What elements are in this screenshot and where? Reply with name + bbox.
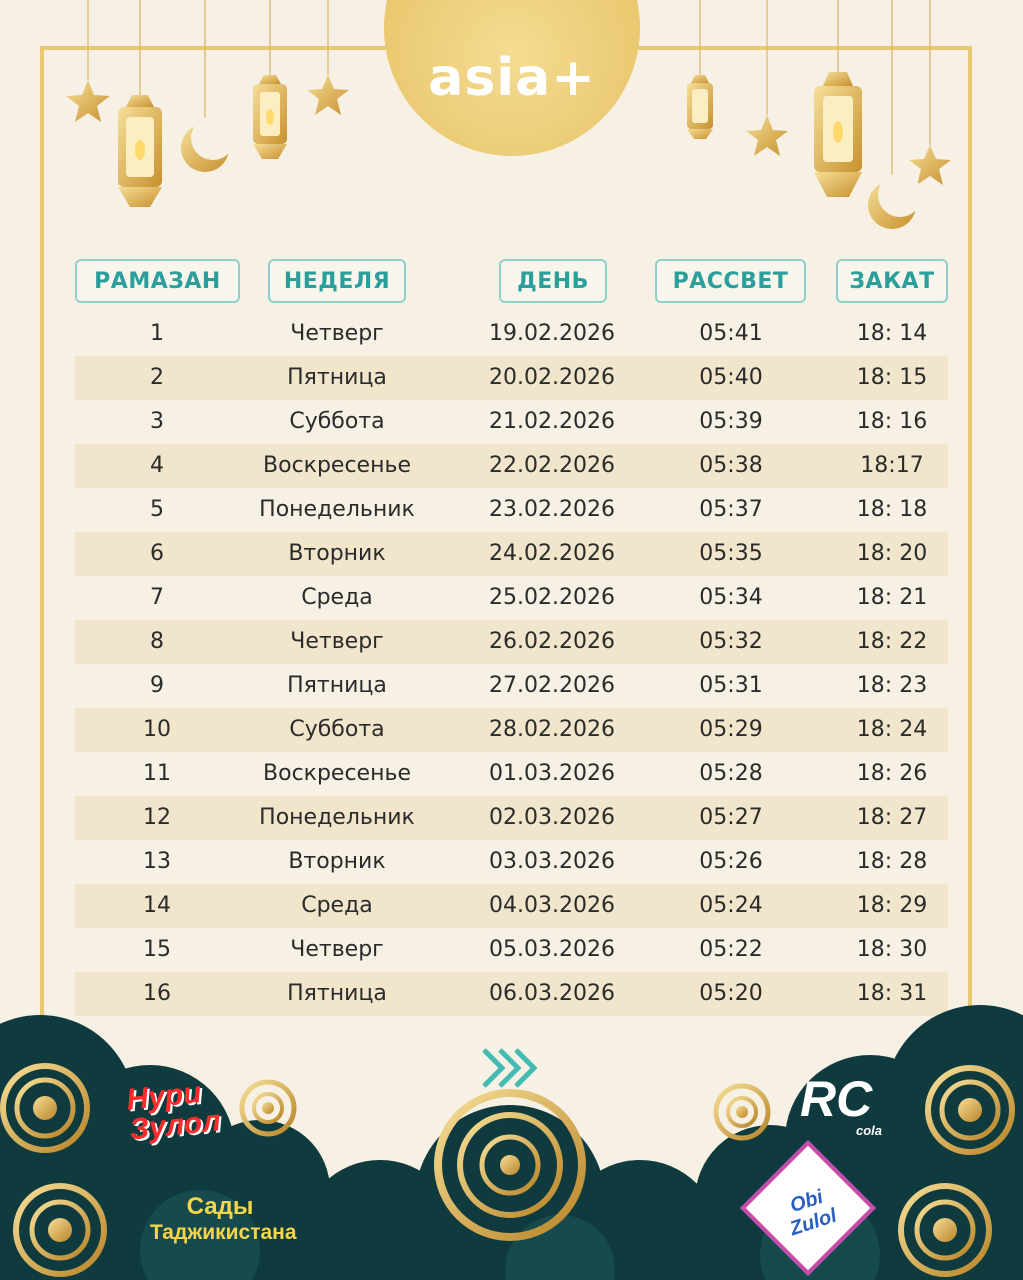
cell-ramazan-day: 9 bbox=[150, 673, 164, 698]
cell-sunrise: 05:29 bbox=[699, 717, 763, 742]
cell-ramazan-day: 10 bbox=[143, 717, 171, 742]
cell-date: 01.03.2026 bbox=[489, 761, 615, 786]
cell-weekday: Понедельник bbox=[259, 805, 415, 830]
table-row bbox=[75, 444, 948, 488]
cell-sunset: 18: 16 bbox=[856, 409, 928, 434]
col-header-week: НЕДЕЛЯ bbox=[268, 259, 406, 303]
cell-sunrise: 05:31 bbox=[699, 673, 763, 698]
col-header-sunset: ЗАКАТ bbox=[836, 259, 948, 303]
cell-sunrise: 05:40 bbox=[699, 365, 763, 390]
cell-date: 23.02.2026 bbox=[489, 497, 615, 522]
cell-weekday: Четверг bbox=[290, 937, 384, 962]
cell-weekday: Четверг bbox=[290, 321, 384, 346]
cell-ramazan-day: 7 bbox=[150, 585, 164, 610]
table-row bbox=[75, 356, 948, 400]
cell-sunset: 18: 18 bbox=[856, 497, 928, 522]
cell-ramazan-day: 15 bbox=[143, 937, 171, 962]
cell-date: 21.02.2026 bbox=[489, 409, 615, 434]
cell-weekday: Воскресенье bbox=[263, 761, 411, 786]
table-row bbox=[75, 928, 948, 972]
cell-date: 25.02.2026 bbox=[489, 585, 615, 610]
cell-weekday: Вторник bbox=[288, 541, 386, 566]
cell-sunset: 18: 22 bbox=[856, 629, 928, 654]
table-row bbox=[75, 488, 948, 532]
table-row bbox=[75, 400, 948, 444]
cell-date: 20.02.2026 bbox=[489, 365, 615, 390]
cell-weekday: Вторник bbox=[288, 849, 386, 874]
cell-weekday: Среда bbox=[301, 893, 373, 918]
sponsor-sady bbox=[150, 1193, 297, 1246]
table-row bbox=[75, 576, 948, 620]
cell-weekday: Пятница bbox=[287, 365, 387, 390]
table-row bbox=[75, 884, 948, 928]
cell-ramazan-day: 3 bbox=[150, 409, 164, 434]
cell-sunrise: 05:24 bbox=[699, 893, 763, 918]
cell-sunset: 18: 20 bbox=[856, 541, 928, 566]
cell-weekday: Воскресенье bbox=[263, 453, 411, 478]
cell-ramazan-day: 11 bbox=[143, 761, 171, 786]
brand-logo: asia+ bbox=[428, 48, 596, 108]
sponsor-nuri-zulol-text: Нури Зулол bbox=[124, 1076, 223, 1147]
cell-sunset: 18: 31 bbox=[856, 981, 928, 1006]
cell-sunrise: 05:27 bbox=[699, 805, 763, 830]
cell-date: 27.02.2026 bbox=[489, 673, 615, 698]
cell-date: 05.03.2026 bbox=[489, 937, 615, 962]
cell-sunset: 18:17 bbox=[860, 453, 924, 478]
table-row bbox=[75, 620, 948, 664]
cell-date: 19.02.2026 bbox=[489, 321, 615, 346]
cell-weekday: Суббота bbox=[289, 717, 385, 742]
cell-weekday: Среда bbox=[301, 585, 373, 610]
sponsor-rc-sub: cola bbox=[855, 1123, 882, 1138]
cell-ramazan-day: 4 bbox=[150, 453, 164, 478]
table-row bbox=[75, 312, 948, 356]
cell-sunset: 18: 24 bbox=[856, 717, 928, 742]
cell-ramazan-day: 16 bbox=[143, 981, 171, 1006]
sponsor-obi-zulol: Obi Zulol bbox=[787, 1185, 840, 1241]
cell-ramazan-day: 6 bbox=[150, 541, 164, 566]
col-header-day: ДЕНЬ bbox=[499, 259, 607, 303]
table-row bbox=[75, 532, 948, 576]
cell-sunrise: 05:20 bbox=[699, 981, 763, 1006]
cell-sunrise: 05:37 bbox=[699, 497, 763, 522]
table-row bbox=[75, 796, 948, 840]
cell-sunset: 18: 28 bbox=[856, 849, 928, 874]
cell-sunrise: 05:32 bbox=[699, 629, 763, 654]
cell-sunset: 18: 26 bbox=[856, 761, 928, 786]
cell-sunset: 18: 21 bbox=[856, 585, 928, 610]
col-header-ramazan: РАМАЗАН bbox=[75, 259, 240, 303]
cell-ramazan-day: 14 bbox=[143, 893, 171, 918]
sponsor-rc-text: RC bbox=[800, 1071, 873, 1127]
cell-sunrise: 05:39 bbox=[699, 409, 763, 434]
cell-date: 24.02.2026 bbox=[489, 541, 615, 566]
cell-ramazan-day: 2 bbox=[150, 365, 164, 390]
cell-sunrise: 05:26 bbox=[699, 849, 763, 874]
sponsor-rc-cola bbox=[800, 1071, 890, 1138]
cell-date: 28.02.2026 bbox=[489, 717, 615, 742]
cell-sunrise: 05:35 bbox=[699, 541, 763, 566]
cell-date: 22.02.2026 bbox=[489, 453, 615, 478]
cell-sunrise: 05:34 bbox=[699, 585, 763, 610]
cell-sunrise: 05:28 bbox=[699, 761, 763, 786]
col-header-sunrise: РАССВЕТ bbox=[655, 259, 806, 303]
cell-weekday: Четверг bbox=[290, 629, 384, 654]
table-row bbox=[75, 752, 948, 796]
cell-weekday: Пятница bbox=[287, 673, 387, 698]
cell-date: 06.03.2026 bbox=[489, 981, 615, 1006]
cell-date: 03.03.2026 bbox=[489, 849, 615, 874]
cell-weekday: Суббота bbox=[289, 409, 385, 434]
table-row bbox=[75, 840, 948, 884]
cell-sunset: 18: 27 bbox=[856, 805, 928, 830]
cell-ramazan-day: 5 bbox=[150, 497, 164, 522]
double-chevron-right-icon[interactable] bbox=[480, 1046, 542, 1090]
cell-date: 26.02.2026 bbox=[489, 629, 615, 654]
cell-date: 02.03.2026 bbox=[489, 805, 615, 830]
cell-ramazan-day: 8 bbox=[150, 629, 164, 654]
cell-sunset: 18: 30 bbox=[856, 937, 928, 962]
cell-sunrise: 05:41 bbox=[699, 321, 763, 346]
cell-sunset: 18: 23 bbox=[856, 673, 928, 698]
cell-sunrise: 05:38 bbox=[699, 453, 763, 478]
cell-date: 04.03.2026 bbox=[489, 893, 615, 918]
sponsor-sady-line2: Таджикистана bbox=[150, 1221, 297, 1244]
sponsor-nuri-zulol bbox=[125, 1074, 241, 1145]
cell-sunset: 18: 15 bbox=[856, 365, 928, 390]
cell-weekday: Пятница bbox=[287, 981, 387, 1006]
table-row bbox=[75, 708, 948, 752]
sponsor-sady-line1: Сады bbox=[186, 1193, 254, 1220]
cell-sunrise: 05:22 bbox=[699, 937, 763, 962]
cell-weekday: Понедельник bbox=[259, 497, 415, 522]
cell-sunset: 18: 14 bbox=[856, 321, 928, 346]
cell-ramazan-day: 12 bbox=[143, 805, 171, 830]
table-row bbox=[75, 664, 948, 708]
cell-ramazan-day: 13 bbox=[143, 849, 171, 874]
schedule-table bbox=[75, 312, 948, 1016]
cell-sunset: 18: 29 bbox=[856, 893, 928, 918]
cell-ramazan-day: 1 bbox=[150, 321, 164, 346]
